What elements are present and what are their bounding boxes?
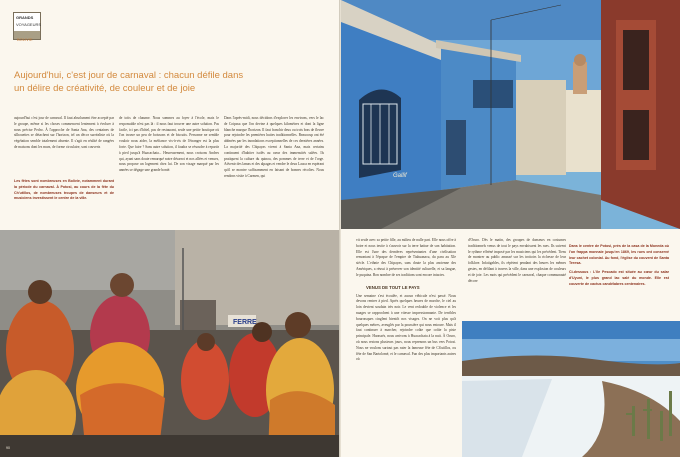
photo-caption [14, 179, 114, 224]
right-column-3-captions [569, 244, 669, 319]
paragraph: vit seule avec sa petite fille, au milieu de nulle part. Elle nous offre à boire et nous invite à s'asseoir sur la terre battue de son habitation. Elle est l'une des dernières représentantes d'une civilisation remontant à l'époque de l'empire de Tiahuanacu, du paru au XIe siècle. L'ethnie des Chipayas, sans doute la plus ancienne des Amériques, a réussi à préserver son identité culturelle, et sa langue, le puquina. Bon nombre de ses traditions sont encore intactes. [356, 238, 456, 277]
potosi-street-photo [341, 0, 680, 229]
right-page [341, 0, 680, 457]
photo-credit: Gallif [393, 173, 407, 179]
section-subhead: VENUS DE TOUT LE PAYS [366, 284, 420, 290]
paragraph: Dans l'après-midi, nous décidons d'explorer les environs, vers le lac de Coipasa que l'on devine à quelques kilomètres et dont la ligne blanche marque l'horizon. Il faut franchir deux ou trois bras de fleuve pour rejoindre les premières huttes traditionnelles. Beaucoup ont été abîmées par les inondations exceptionnelles de ces dernières années. La majorité des Chipayas vivent à Santa Ana, mais certains continuent d'habiter isolés au cœur des immensités salées. Ils pratiquent la culture du quinoa, des pommes de terre et de l'orge. Advenir des lamas et des alpagas et vendre le deux Lauca en espérant qu'il se montre suffisamment en faisant de bonnes récoltes. Nous rendons visite à Carmen, qui [224, 116, 324, 178]
paragraph: aujourd'hui c'est jour de carnaval. Il faut absolument être accepté par le groupe, même si les choses commencent lentement à évoluer à nous précise Pedro. À l'approche de Santa Ana, des centaines de silhouettes se détachent sur l'horizon, tel un décor surréaliste où la végétation semble totalement absente. Il s'agit en réalité de rangées de maisons dont les murs, de forme circulaire, sont couverts [14, 116, 114, 149]
left-column-3 [224, 116, 324, 220]
right-column-1 [356, 238, 456, 450]
section-label: BOLIVIE [17, 37, 33, 42]
carnival-dancers-photo [0, 230, 339, 457]
caption-text: Ci-dessous : L'île Pescado est située au cœur du salar d'Uyuni, le plus grand lac salé du monde. Elle est couverte de cactus candélabres centenaires. [569, 270, 669, 286]
logo-line-1: GRANDS [16, 15, 34, 20]
left-column-2 [119, 116, 219, 220]
paragraph: de toits de chaume. Nous sommes au foyer à l'école, mais le responsable n'est pas là : il nous faut trouver une autre solution. Pas facile, ici pas d'hôtel, pas de restaurant, seule une petite boutique où l'on trouve un peu de boissons et de biscuits. Personne ne semble vouloir nous aider, la méfiance vis-à-vis de l'étranger est la plus forte. Que faire ? Sans autre solution, il faudra se résoudre à repartir à pied jusqu'à Huacachata... Heureusement, nous croisons Andres qui, ayant sans doute remarqué notre désarroi et nos allées et venues, nous propose un logement chez lui. De son visage marqué par les années se dégage une grande bonté. [119, 116, 219, 173]
page-number: 90 [6, 446, 10, 450]
caption-text: Les fêtes sont nombreuses en Bolivie, notamment durant la période du carnaval. À Potosi, au cours de la fête du Ch'utillos, de nombreuses troupes de danseurs et de musiciens investissent le centre de la ville. [14, 179, 114, 201]
salar-uyuni-photo [462, 321, 680, 457]
logo-line-2: VOYAGEURS [16, 22, 42, 27]
magazine-logo [13, 12, 41, 40]
right-column-2 [468, 238, 566, 318]
article-headline: Aujourd'hui, c'est jour de carnaval : chacun défile dans un délire de créativité, de couleur et de joie [14, 70, 244, 94]
left-page [0, 0, 339, 457]
paragraph: d'Oruro. Dès le matin, des groupes de danseurs en costumes traditionnels venus de tout le pays envahissent les rues. Ils suivent le rythme effréné imposé par les musiciens qui les précèdent. Tiens de montrer au public amassé sur les trottoirs la richesse de leur folklore. Infatigables, ils répètent pendant des heures les mêmes gestes, en défilant à travers la ville, dans une explosion de couleurs et de joie. Les mots qui précèdent le carnaval, chaque communauté décore [468, 238, 566, 283]
caption-text: Dans le centre de Potosi, près de la casa de la Moneda où l'on frappa monnaie jusqu'en 1869, les rues ont conservé leur cachet colonial. Au fond, l'église du couvent de Santa Teresa. [569, 244, 669, 266]
svg-text:FERRE: FERRE [233, 319, 257, 326]
paragraph: Une semaine s'est écoulée, et aucun véhicule n'est passé. Nous devons rentrer à pied. Après quelques heures de marche, le ciel au loin devient soudain très noir. Le vent redouble de violence et les nuages se rapprochent à une vitesse impressionnante. De terribles bourrasques cinglent bientôt nos visages. On ne voit plus qu'à quelques mètres, aveuglés par la poussière qui nous entoure. Mais il faut continuer à marcher, rejoindre coûte que coûte la piste principale. Harassés, nous arrivons à Huacachata à la nuit. À Oruro, où nous restons plusieurs jours, nous reprenons un bus vers Potosi. Nous ne voulons surtout pas rater la fameuse fête de Ch'utillos, ou fête de San Bartolomé, et le carnaval. Fun des plus importants autres où [356, 293, 456, 362]
